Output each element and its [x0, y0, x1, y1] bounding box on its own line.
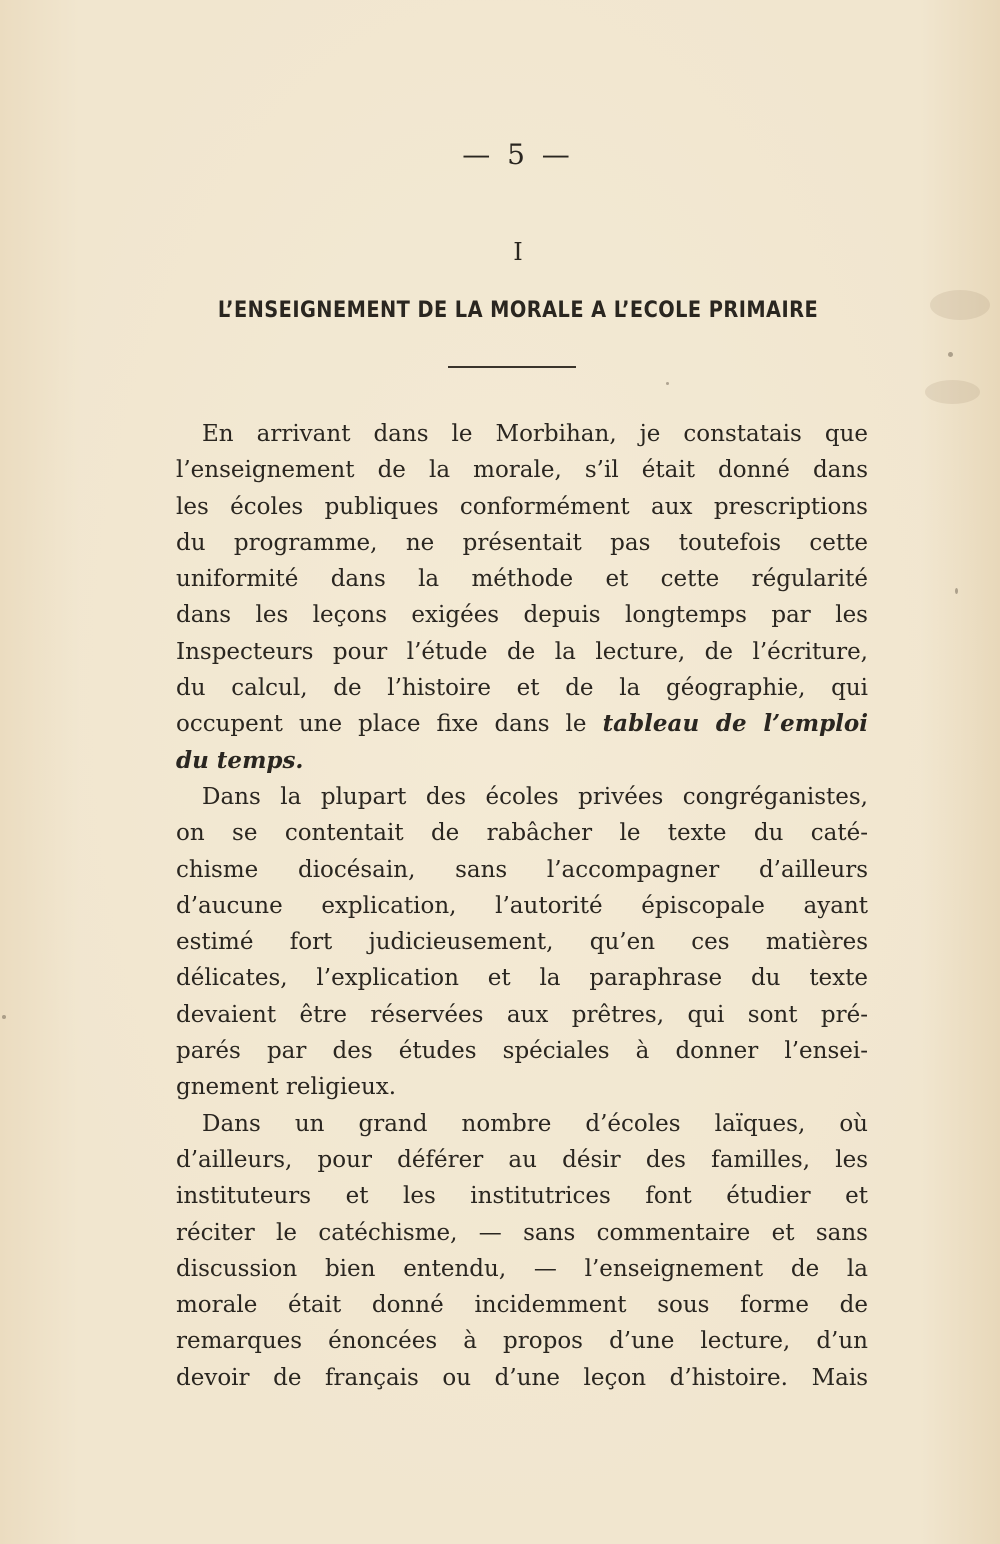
- text-line: du programme, ne présentait pas toutefois cette: [176, 529, 868, 556]
- text-line: parés par des études spéciales à donner l’ensei-: [176, 1038, 868, 1065]
- text-line: discussion bien entendu, — l’enseignement de la: [176, 1255, 868, 1282]
- paper-speck: [948, 352, 953, 357]
- section-number: I: [513, 238, 523, 266]
- text-line: gnement religieux.: [176, 1074, 397, 1101]
- page-number: — 5 —: [462, 138, 574, 171]
- chapter-title: L’ENSEIGNEMENT DE LA MORALE A L’ECOLE PRIMAIRE: [217, 298, 819, 323]
- text-line: instituteurs et les institutrices font étudier et: [176, 1183, 868, 1210]
- text-line: devoir de français ou d’une leçon d’histoire. Mais: [176, 1364, 868, 1391]
- text-line: remarques énoncées à propos d’une lecture, d’un: [176, 1328, 868, 1355]
- text-line: on se contentait de rabâcher le texte du caté-: [176, 820, 868, 847]
- paper-stain: [925, 380, 980, 404]
- text-line: du calcul, de l’histoire et de la géographie, qui: [176, 675, 868, 702]
- text-line: [176, 743, 868, 779]
- text-line: chisme diocésain, sans l’accompagner d’ailleurs: [176, 856, 868, 883]
- text-line: réciter le catéchisme, — sans commentaire et sans: [176, 1219, 868, 1246]
- text-line: dans les leçons exigées depuis longtemps par les: [176, 602, 868, 629]
- paper-speck: [666, 382, 669, 385]
- text-line: délicates, l’explication et la paraphrase du texte: [176, 965, 868, 992]
- paper-speck: [2, 1015, 6, 1019]
- text-line: Inspecteurs pour l’étude de la lecture, de l’écriture,: [176, 638, 868, 665]
- text-line: [176, 706, 868, 742]
- text-line: uniformité dans la méthode et cette régularité: [176, 566, 868, 593]
- text-line: d’aucune explication, l’autorité épiscopale ayant: [176, 892, 868, 919]
- text-line: morale était donné incidemment sous forme de: [176, 1292, 868, 1319]
- italic-phrase: du temps.: [176, 746, 304, 774]
- text-line: devaient être réservées aux prêtres, qui sont pré-: [176, 1001, 868, 1028]
- paper-speck: [955, 588, 958, 594]
- text-line: Dans un grand nombre d’écoles laïques, où: [202, 1110, 868, 1137]
- text-line: d’ailleurs, pour déférer au désir des familles, les: [176, 1146, 868, 1173]
- text-line: En arrivant dans le Morbihan, je constatais que: [202, 421, 868, 447]
- title-rule: [448, 366, 576, 368]
- paper-stain: [930, 290, 990, 320]
- text-line: l’enseignement de la morale, s’il était donné dans: [176, 457, 868, 484]
- italic-phrase: tableau de l’emploi: [602, 710, 868, 738]
- text-line: les écoles publiques conformément aux prescriptions: [176, 493, 868, 520]
- body-text: [176, 416, 868, 1396]
- text-line-part: occupent une place fixe dans le: [176, 711, 603, 738]
- text-line: Dans la plupart des écoles privées congréganistes,: [202, 783, 868, 810]
- text-line: estimé fort judicieusement, qu’en ces matières: [176, 929, 868, 956]
